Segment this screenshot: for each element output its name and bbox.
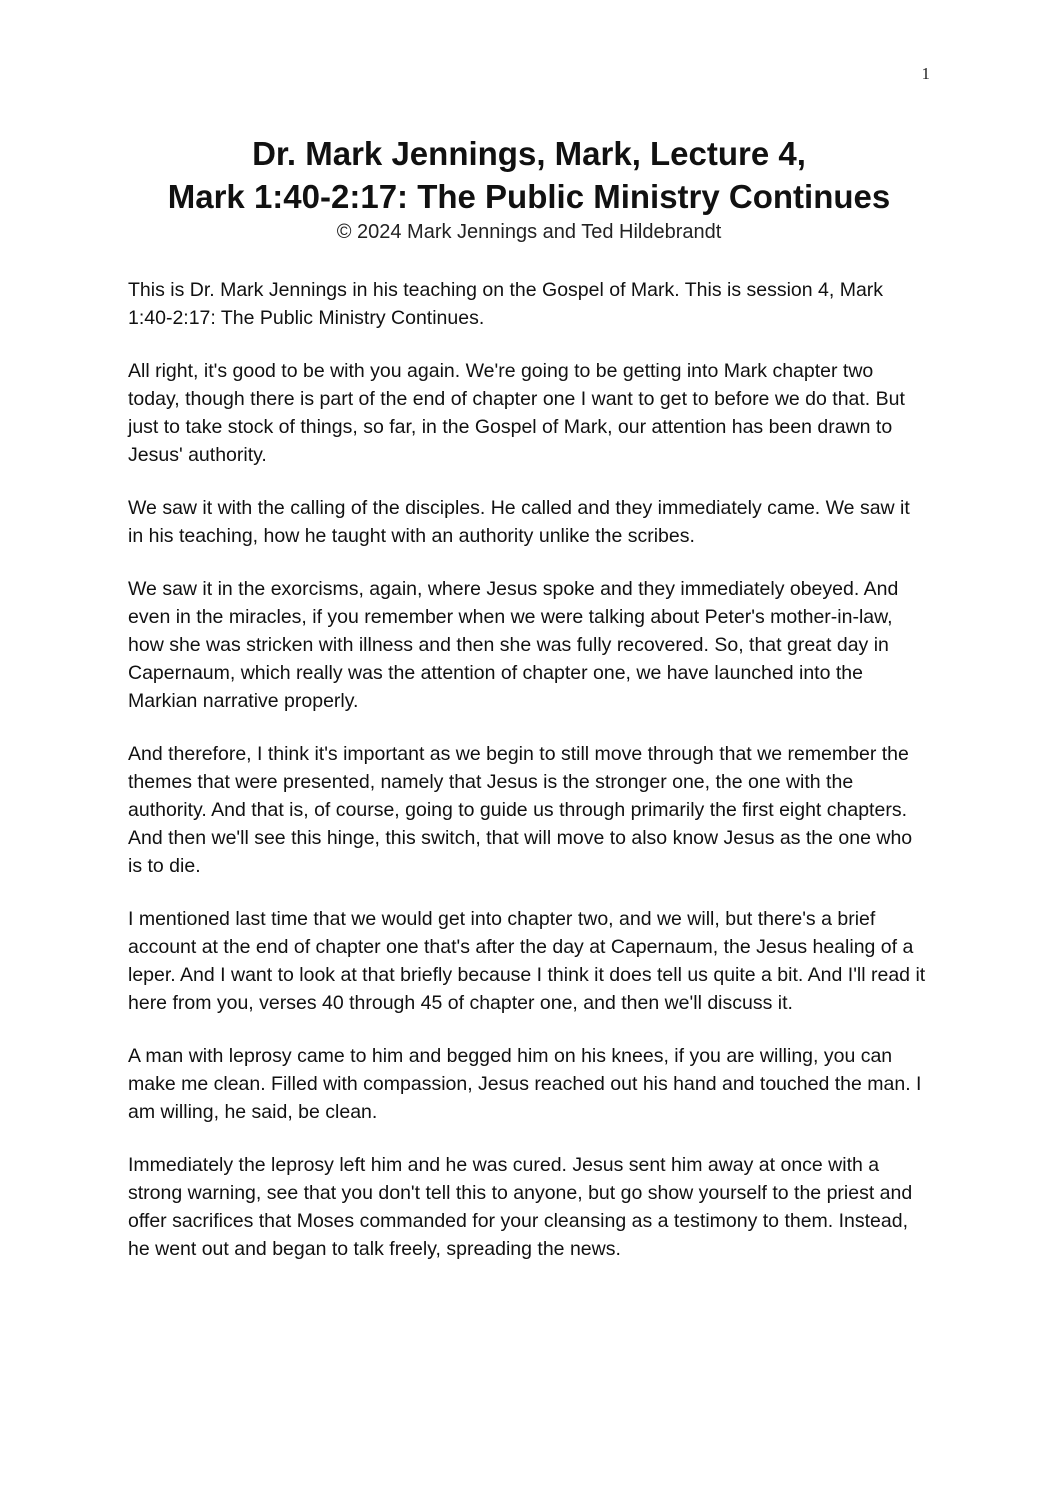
paragraph-5: And therefore, I think it's important as we begin to still move through that we remember the themes that were presented, namely that Jesus is the stronger one, the one with the authority. And that is, of course, going to guide us through primarily the first eight chapters. And then we'll see this hinge, this switch, that will move to also know Jesus as the one who is to die. [128, 743, 913, 877]
title-block [0, 132, 1058, 246]
paragraph-3: We saw it with the calling of the disciples. He called and they immediately came. We saw it in his teaching, how he taught with an authority unlike the scribes. [128, 497, 910, 547]
paragraph-8: Immediately the leprosy left him and he was cured. Jesus sent him away at once with a strong warning, see that you don't tell this to anyone, but go show yourself to the priest and offer sacrifices that Moses commanded for your cleansing as a testimony to them. Instead, he went out and began to talk freely, spreading the news. [128, 1154, 913, 1260]
document-body [128, 276, 928, 1288]
page-number: 1 [921, 64, 930, 83]
paragraph-2: All right, it's good to be with you again. We're going to be getting into Mark chapter two today, though there is part of the end of chapter one I want to get to before we do that. But just to take stock of things, so far, in the Gospel of Mark, our attention has been drawn to Jesus' authority. [128, 360, 905, 466]
paragraph-1: This is Dr. Mark Jennings in his teaching on the Gospel of Mark. This is session 4, Mark 1:40-2:17: The Public Ministry Continues. [128, 279, 884, 329]
paragraph-6: I mentioned last time that we would get into chapter two, and we will, but there's a brief account at the end of chapter one that's after the day at Capernaum, the Jesus healing of a leper. And I want to look at that briefly because I think it does tell us quite a bit. And I'll read it here from you, verses 40 through 45 of chapter one, and then we'll discuss it. [128, 908, 926, 1014]
paragraph-7: A man with leprosy came to him and begged him on his knees, if you are willing, you can make me clean. Filled with compassion, Jesus reached out his hand and touched the man. I am willing, he said, be clean. [128, 1045, 922, 1123]
copyright-line: © 2024 Mark Jennings and Ted Hildebrandt [336, 221, 722, 243]
paragraph-4: We saw it in the exorcisms, again, where Jesus spoke and they immediately obeyed. And even in the miracles, if you remember when we were talking about Peter's mother-in-law, how she was stricken with illness and then she was fully recovered. So, that great day in Capernaum, which really was the attention of chapter one, we have launched into the Markian narrative properly. [128, 578, 899, 712]
title-line-2: Mark 1:40-2:17: The Public Ministry Continues [167, 178, 891, 215]
title-line-1: Dr. Mark Jennings, Mark, Lecture 4, [252, 135, 806, 172]
